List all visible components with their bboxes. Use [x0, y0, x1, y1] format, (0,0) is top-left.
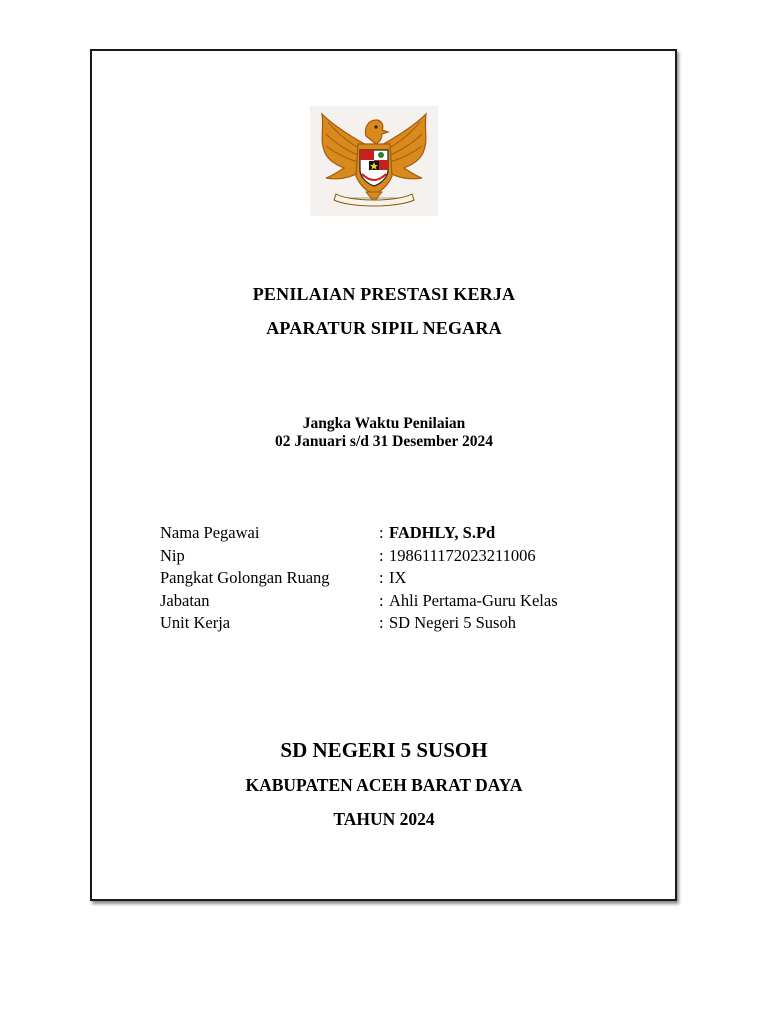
info-value-work-unit: SD Negeri 5 Susoh — [389, 613, 516, 632]
info-colon: : — [379, 545, 384, 565]
info-colon: : — [379, 523, 384, 542]
info-row-nip — [160, 545, 558, 568]
document-title-line1: PENILAIAN PRESTASI KERJA — [252, 284, 516, 304]
district-name: KABUPATEN ACEH BARAT DAYA — [245, 775, 523, 795]
assessment-period-label: Jangka Waktu Penilaian — [302, 415, 466, 432]
info-row-name — [160, 522, 558, 545]
info-label: Nama Pegawai — [160, 523, 260, 542]
garuda-emblem-icon — [310, 106, 438, 216]
employee-info-table — [160, 522, 558, 635]
info-value-nip: 198611172023211006 — [389, 545, 536, 565]
info-label: Pangkat Golongan Ruang — [160, 568, 330, 587]
document-title-line2: APARATUR SIPIL NEGARA — [266, 318, 502, 338]
info-value-position: Ahli Pertama-Guru Kelas — [389, 590, 558, 610]
info-label: Jabatan — [160, 590, 210, 610]
assessment-period-range: 02 Januari s/d 31 Desember 2024 — [274, 433, 493, 450]
info-label: Nip — [160, 545, 185, 565]
info-value-rank: IX — [389, 568, 407, 587]
info-row-work-unit — [160, 612, 558, 635]
info-row-position — [160, 590, 558, 613]
info-row-rank — [160, 567, 558, 590]
document-year: TAHUN 2024 — [333, 809, 435, 829]
info-colon: : — [379, 613, 384, 632]
info-colon: : — [379, 590, 384, 610]
info-colon: : — [379, 568, 384, 587]
info-label: Unit Kerja — [160, 613, 231, 632]
school-name: SD NEGERI 5 SUSOH — [280, 738, 488, 762]
info-value-name: FADHLY, S.Pd — [389, 523, 496, 542]
